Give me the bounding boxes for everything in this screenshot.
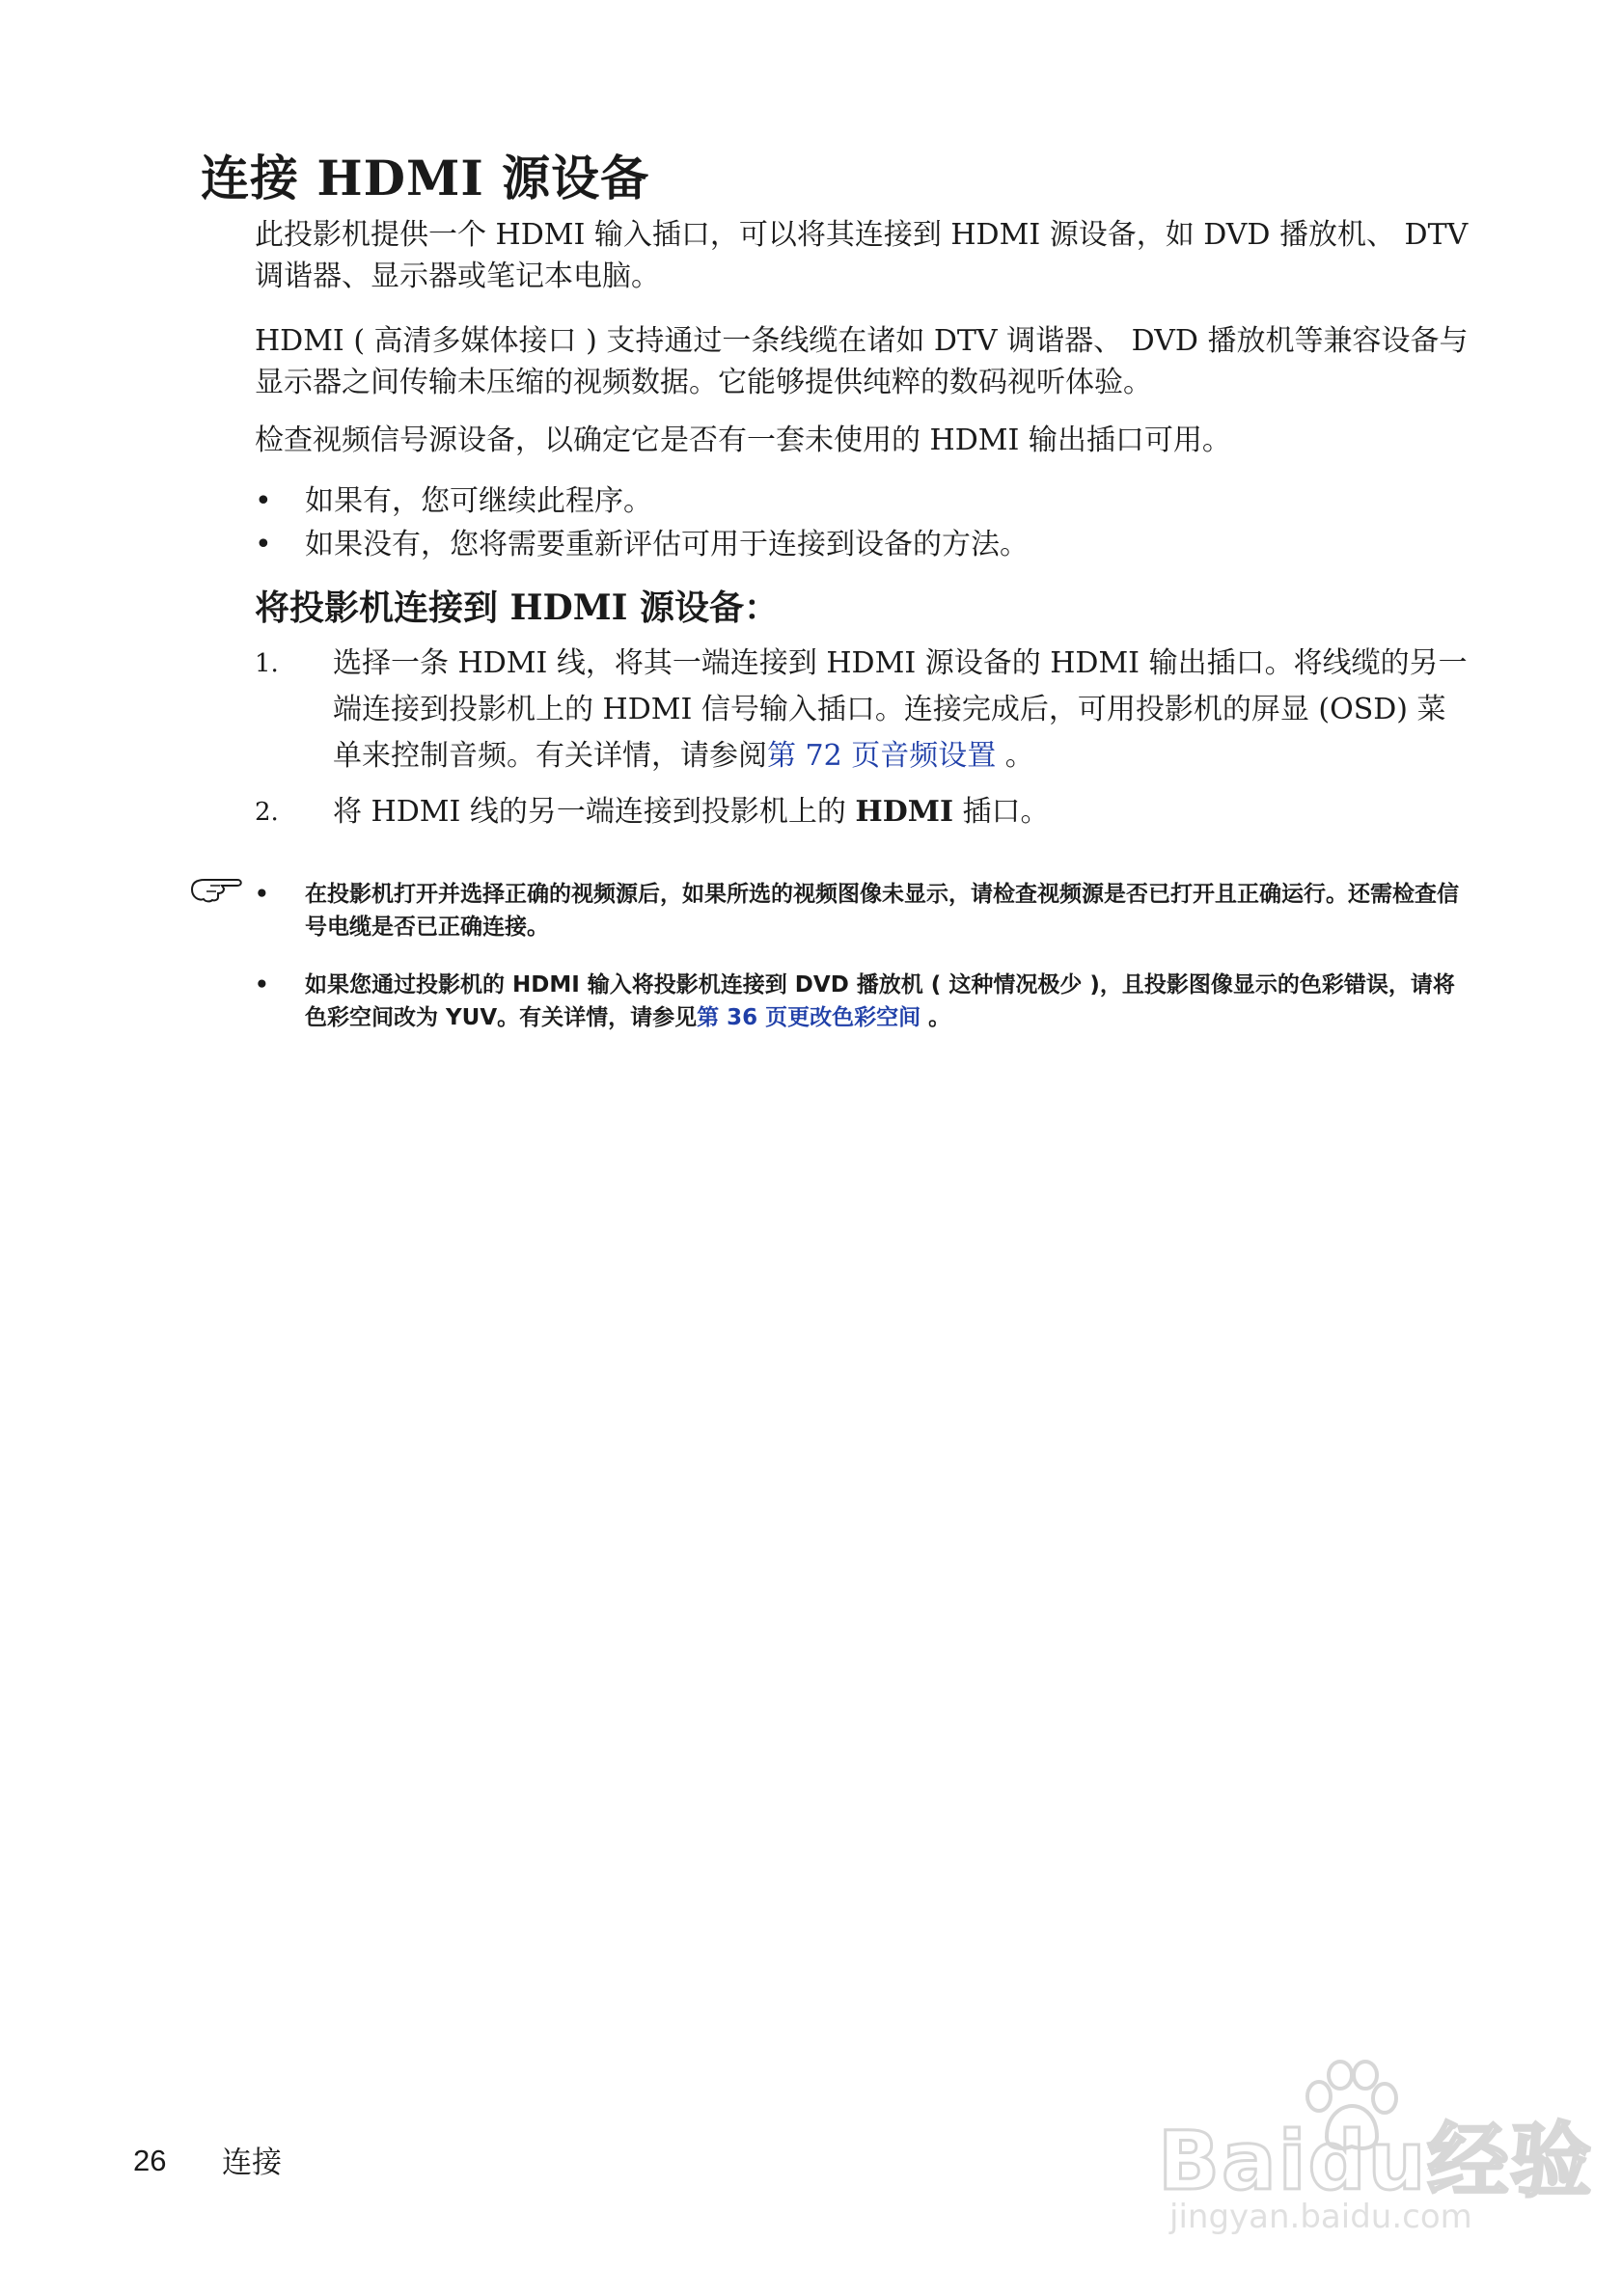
hdmi-description-paragraph: HDMI ( 高清多媒体接口 ) 支持通过一条线缆在诸如 DTV 调谐器、 DVD 播放机等兼容设备与显示器之间传输未压缩的视频数据。它能够提供纯粹的数码视听体验。 <box>255 324 1469 399</box>
page-title: 连接 HDMI 源设备 <box>201 150 650 206</box>
note-item <box>255 878 1470 943</box>
step-number: 1. <box>255 649 279 678</box>
bullet: • <box>255 972 269 998</box>
pointing-hand-icon <box>189 872 245 905</box>
bullet: • <box>255 484 272 518</box>
intro-paragraph: 此投影机提供一个 HDMI 输入插口，可以将其连接到 HDMI 源设备，如 DVD 播放机、 DTV 调谐器、显示器或笔记本电脑。 <box>255 218 1469 293</box>
note-text: 如果您通过投影机的 HDMI 输入将投影机连接到 DVD 播放机 ( 这种情况极少 )，且投影图像显示的色彩错误，请将色彩空间改为 YUV。有关详情，请参见 <box>305 972 1455 1030</box>
audio-settings-link[interactable]: 第 72 页音频设置 <box>767 739 997 773</box>
bullet: • <box>255 882 269 907</box>
step-number: 2. <box>255 798 279 827</box>
step-text: 选择一条 HDMI 线，将其一端连接到 HDMI 源设备的 HDMI 输出插口。将线缆的另一端连接到投影机上的 HDMI 信号输入插口。连接完成后，可用投影机的屏显 (OSD) 菜单来控制音频。有关详情，请参阅 <box>333 646 1468 773</box>
bullet: • <box>255 528 272 561</box>
note-suffix: 。 <box>920 1005 951 1030</box>
list-item-text: 如果没有，您将需要重新评估可用于连接到设备的方法。 <box>305 528 1029 561</box>
step-suffix: 。 <box>996 739 1034 773</box>
page-number: 26 <box>133 2144 167 2177</box>
list-item <box>255 479 1470 523</box>
watermark-brand: Baidu经验 <box>1158 2114 1594 2208</box>
list-item <box>255 523 1470 566</box>
baidu-watermark <box>1148 2060 1594 2248</box>
list-item-text: 如果有，您可继续此程序。 <box>305 484 652 518</box>
check-source-paragraph: 检查视频信号源设备，以确定它是否有一套未使用的 HDMI 输出插口可用。 <box>255 424 1231 457</box>
step-text: 将 HDMI 线的另一端连接到投影机上的 <box>333 795 856 829</box>
availability-list <box>255 479 1470 566</box>
step-text: 插口。 <box>953 795 1050 829</box>
watermark-url: jingyan.baidu.com <box>1169 2198 1472 2236</box>
step-item <box>255 789 1470 835</box>
footer-section-title: 连接 <box>222 2146 282 2180</box>
connection-steps <box>255 641 1470 845</box>
section-heading: 将投影机连接到 HDMI 源设备： <box>255 588 779 628</box>
step-item <box>255 641 1470 779</box>
note-item <box>255 969 1470 1034</box>
color-space-link[interactable]: 第 36 页更改色彩空间 <box>697 1005 921 1030</box>
notes-list <box>255 878 1470 1059</box>
hdmi-port-label: HDMI <box>855 795 954 829</box>
note-text: 在投影机打开并选择正确的视频源后，如果所选的视频图像未显示，请检查视频源是否已打开且正确运行。还需检查信号电缆是否已正确连接。 <box>305 882 1459 940</box>
